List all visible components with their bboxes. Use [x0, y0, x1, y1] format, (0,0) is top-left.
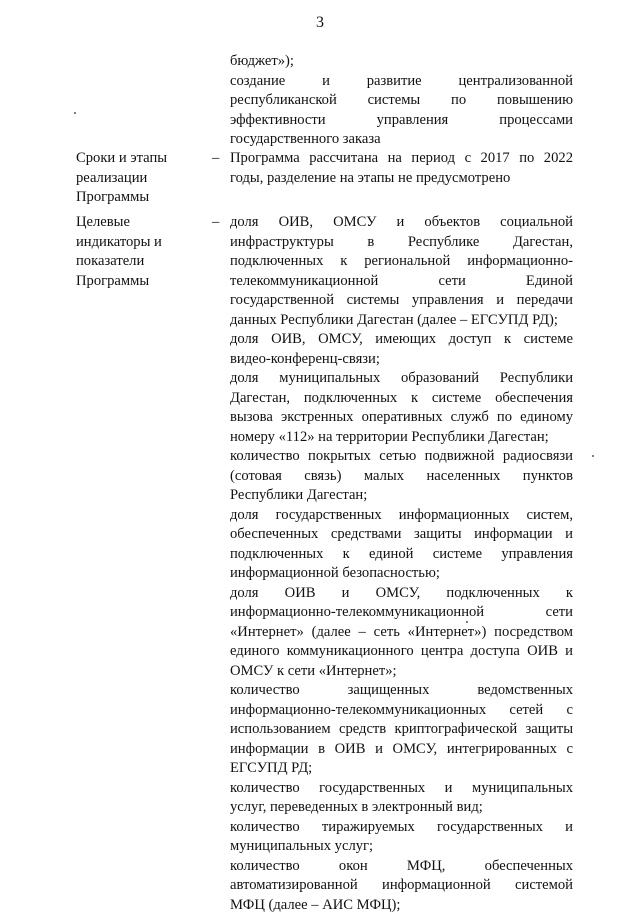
- intro-text: [230, 52, 573, 150]
- list-item: доля государственных информационных систем, обеспеченных средствами защиты информации и подключенных к единой системе управления информационной безопасностью;: [230, 506, 573, 584]
- list-item: доля муниципальных образований Республики Дагестан, подключенных к системе обеспечения вызова экстренных оперативных служб по единому номеру «112» на территории Республики Дагестан;: [230, 369, 573, 447]
- list-item: количество государственных и муниципальных услуг, переведенных в электронный вид;: [230, 779, 573, 818]
- list-item: количество окон МФЦ, обеспеченных автоматизированной информационной системой МФЦ (далее – АИС МФЦ);: [230, 857, 573, 915]
- text-line: Программа рассчитана на период с 2017 по 2022: [230, 149, 573, 169]
- intro-line: бюджет»);: [230, 52, 573, 72]
- list-item: количество покрытых сетью подвижной радиосвязи (сотовая связь) малых населенных пунктов Республики Дагестан;: [230, 447, 573, 506]
- scan-speck: [466, 621, 468, 623]
- scan-speck: [74, 112, 76, 114]
- indicators-list: [230, 213, 573, 915]
- section-text-terms: [230, 149, 573, 188]
- page-number: 3: [0, 14, 640, 32]
- list-item: доля ОИВ, ОМСУ и объектов социальной инфраструктуры в Республике Дагестан, подключенных к региональной информационно- телекоммуникационной сети Единой государственной системы управления и передачи данных Республики Дагестан (далее – ЕГСУПД РД);: [230, 213, 573, 330]
- list-item: доля ОИВ, ОМСУ, имеющих доступ к системе видео-конференц-связи;: [230, 330, 573, 369]
- section-dash: –: [212, 149, 219, 169]
- scan-speck: [592, 455, 594, 457]
- intro-line: государственного заказа: [230, 130, 573, 150]
- intro-line: эффективности управления процессами: [230, 111, 573, 131]
- text-line: годы, разделение на этапы не предусмотрено: [230, 169, 573, 189]
- list-item: количество защищенных ведомственных информационно-телекоммуникационных сетей с использованием средств криптографической защиты информации в ОИВ и ОМСУ, интегрированных с ЕГСУПД РД;: [230, 681, 573, 779]
- intro-line: республиканской системы по повышению: [230, 91, 573, 111]
- list-item: количество тиражируемых государственных и муниципальных услуг;: [230, 818, 573, 857]
- section-dash: –: [212, 213, 219, 233]
- list-item: доля ОИВ и ОМСУ, подключенных к информационно-телекоммуникационной сети «Интернет» (далее – сеть «Интернет») посредством единого коммуникационного центра доступа ОИВ и ОМСУ к сети «Интернет»;: [230, 584, 573, 682]
- intro-line: создание и развитие централизованной: [230, 72, 573, 92]
- section-label-terms: Сроки и этапы реализации Программы: [76, 149, 196, 208]
- section-label-indicators: Целевые индикаторы и показатели Программы: [76, 213, 196, 291]
